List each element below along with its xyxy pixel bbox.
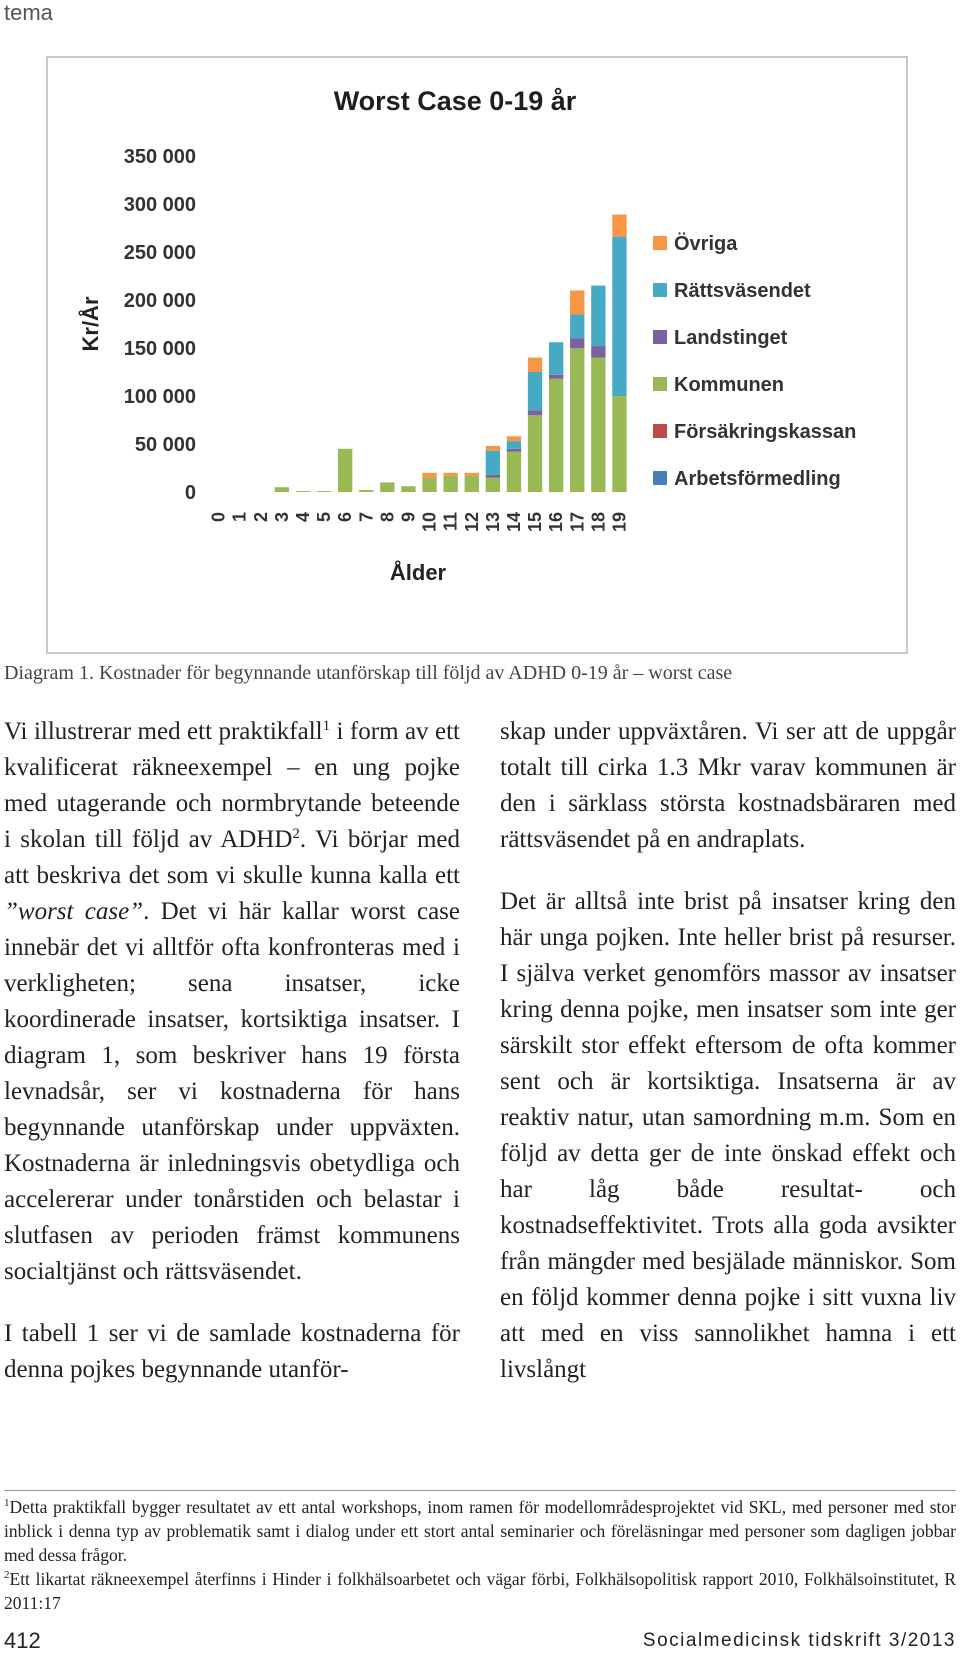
bar-segment [507, 452, 521, 492]
legend-swatch [653, 236, 667, 250]
x-tick-label: 10 [419, 512, 440, 533]
x-tick-label: 11 [440, 512, 461, 532]
bar-segment [359, 490, 373, 492]
legend-label: Landstinget [674, 327, 788, 349]
x-tick-label: 19 [609, 512, 630, 533]
section-label: tema [4, 0, 53, 25]
x-tick-label: 4 [292, 512, 313, 523]
x-tick-label: 13 [482, 512, 503, 533]
bar-segment [528, 415, 542, 492]
body-column-right [500, 714, 956, 1388]
journal-name: Socialmedicinsk tidskrift 3/2013 [642, 1630, 956, 1651]
y-tick-label: 100 000 [123, 386, 196, 408]
bar-segment [486, 478, 500, 492]
legend-label: Försäkringskassan [674, 421, 857, 443]
legend-swatch [653, 283, 667, 297]
bar-segment [422, 473, 436, 478]
bar-segment [570, 338, 584, 348]
legend-label: Rättsväsendet [674, 280, 811, 302]
bar-segment [422, 478, 436, 492]
x-tick-label: 16 [546, 512, 567, 533]
x-tick-label: 14 [503, 512, 524, 533]
y-tick-label: 300 000 [123, 194, 196, 216]
bar-segment [486, 446, 500, 451]
bar-segment [465, 473, 479, 476]
y-tick-label: 150 000 [123, 338, 196, 360]
y-tick-label: 250 000 [123, 242, 196, 264]
paragraph: I tabell 1 ser vi de samlade kostnaderna för denna pojkes begynnande utanför- [4, 1320, 460, 1383]
footnote-ref-2: 2 [292, 826, 300, 842]
bar-segment [296, 491, 310, 492]
footnote-ref-1: 1 [322, 718, 331, 734]
y-tick-label: 0 [184, 482, 196, 504]
x-tick-label: 18 [588, 512, 609, 533]
x-tick-label: 0 [208, 512, 229, 523]
bar-segment [591, 286, 605, 346]
bar-segment [570, 348, 584, 492]
x-tick-label: 9 [398, 512, 419, 523]
x-tick-label: 8 [377, 512, 398, 523]
bar-segment [612, 237, 626, 396]
bar-segment [317, 491, 331, 492]
figure-caption: Diagram 1. Kostnader för begynnande utanförskap till följd av ADHD 0-19 år – worst case [4, 662, 733, 684]
bar-segment [486, 475, 500, 478]
bar-segment [528, 410, 542, 415]
bar-segment [549, 375, 563, 379]
footnote-1: $^1$Detta praktikfall bygger resultatet av ett antal workshops, inom ramen för modellområdesprojektet vid SKL, med personer med stor inblick i denna typ av problematik samt i dialog under ett stort antal seminarier och föreläsningar med personer som dagligen jobbar med dessa frågor. [4, 1497, 956, 1565]
bar-segment [507, 436, 521, 441]
bar-segment [507, 441, 521, 449]
y-tick-label: 200 000 [123, 290, 196, 312]
bar-segment [570, 290, 584, 314]
x-tick-label: 6 [335, 512, 356, 523]
x-tick-label: 3 [271, 512, 292, 523]
paragraph: skap under uppväxtåren. Vi ser att de uppgår totalt till cirka 1.3 Mkr varav kommunen är den i särklass största kostnadsbäraren med rättsväsendet på en andraplats. [500, 718, 956, 853]
bar-segment [528, 358, 542, 372]
bar-segment [507, 449, 521, 452]
stacked-bar-chart [48, 58, 906, 652]
legend-label: Övriga [674, 233, 738, 255]
legend-swatch [653, 330, 667, 344]
y-tick-label: 350 000 [123, 146, 196, 168]
x-axis-label: Ålder [389, 560, 447, 585]
bar-segment [612, 396, 626, 492]
bar-segment [549, 379, 563, 492]
x-tick-label: 1 [229, 512, 250, 523]
bar-segment [338, 449, 352, 492]
bar-segment [528, 372, 542, 410]
x-tick-label: 2 [250, 512, 271, 523]
bar-segment [549, 342, 563, 375]
chart-container [46, 56, 908, 654]
legend-swatch [653, 424, 667, 438]
bar-segment [591, 346, 605, 358]
bar-segment [486, 451, 500, 475]
bar-segment [465, 476, 479, 492]
bar-segment [275, 487, 289, 492]
legend-label: Arbetsförmedling [674, 468, 841, 490]
emphasis-worst-case: ”worst case” [4, 898, 144, 925]
x-tick-label: 7 [356, 512, 377, 523]
bar-segment [443, 473, 457, 476]
x-tick-label: 12 [461, 512, 482, 533]
x-tick-label: 17 [567, 512, 588, 533]
x-tick-label: 5 [314, 512, 335, 523]
y-tick-label: 50 000 [134, 434, 196, 456]
y-axis-label: Kr/År [78, 296, 103, 352]
bar-segment [591, 358, 605, 492]
legend-swatch [653, 471, 667, 485]
footnotes [4, 1490, 956, 1615]
bar-segment [443, 476, 457, 492]
bar-segment [380, 482, 394, 492]
legend-swatch [653, 377, 667, 391]
footnote-2: $^2$Ett likartat räkneexempel återfinns i Hinder i folkhälsoarbetet och vägar förbi, Folkhälsopolitisk rapport 2010, Folkhälsoinstitutet, R 2011:17 [4, 1569, 956, 1613]
bar-segment [570, 314, 584, 338]
bar-segment [612, 215, 626, 237]
legend-label: Kommunen [674, 374, 784, 396]
paragraph: Det är alltså inte brist på insatser kring den här unga pojken. Inte heller brist på resurser. I själva verket genomförs massor av insatser kring denna pojke, men insatser som inte ger särskilt stor effekt eftersom de ofta kommer sent och är kortsiktiga. Insatserna är av reaktiv natur, utan samordning m.m. Som en följd av detta ger de inte önskad effekt och har låg både resultat- och kostnadseffektivitet. Trots alla goda avsikter från mängder med besjälade människor. Som en följd kommer denna pojke i sitt vuxna liv att med en viss sannolikhet hamna i ett livslångt [500, 888, 956, 1383]
page-number: 412 [4, 1628, 41, 1653]
x-tick-label: 15 [525, 512, 546, 533]
paragraph: Vi illustrerar med ett praktikfall$^1$ i form av ett kvalificerat räkneexempel – en ung pojke med utagerande och normbrytande beteende i skolan till följd av ADHD$^2$. Vi börjar med att beskriva det som vi skulle kunna kalla ett ”worst case”. Det vi här kallar worst case innebär det vi alltför ofta konfronteras med i verkligheten; sena insatser, icke koordinerade insatser, kortsiktiga insatser. I diagram 1, som beskriver hans 19 första levnadsår, ser vi kostnaderna för hans begynnande utanförskap under uppväxten. Kostnaderna är inledningsvis obetydliga och accelererar under tonårstiden och belastar i slutfasen av perioden främst kommunens socialtjänst och rättsväsendet. [4, 718, 461, 1285]
bar-segment [401, 486, 415, 492]
chart-title: Worst Case 0-19 år [333, 86, 577, 116]
body-column-left [4, 714, 460, 1388]
